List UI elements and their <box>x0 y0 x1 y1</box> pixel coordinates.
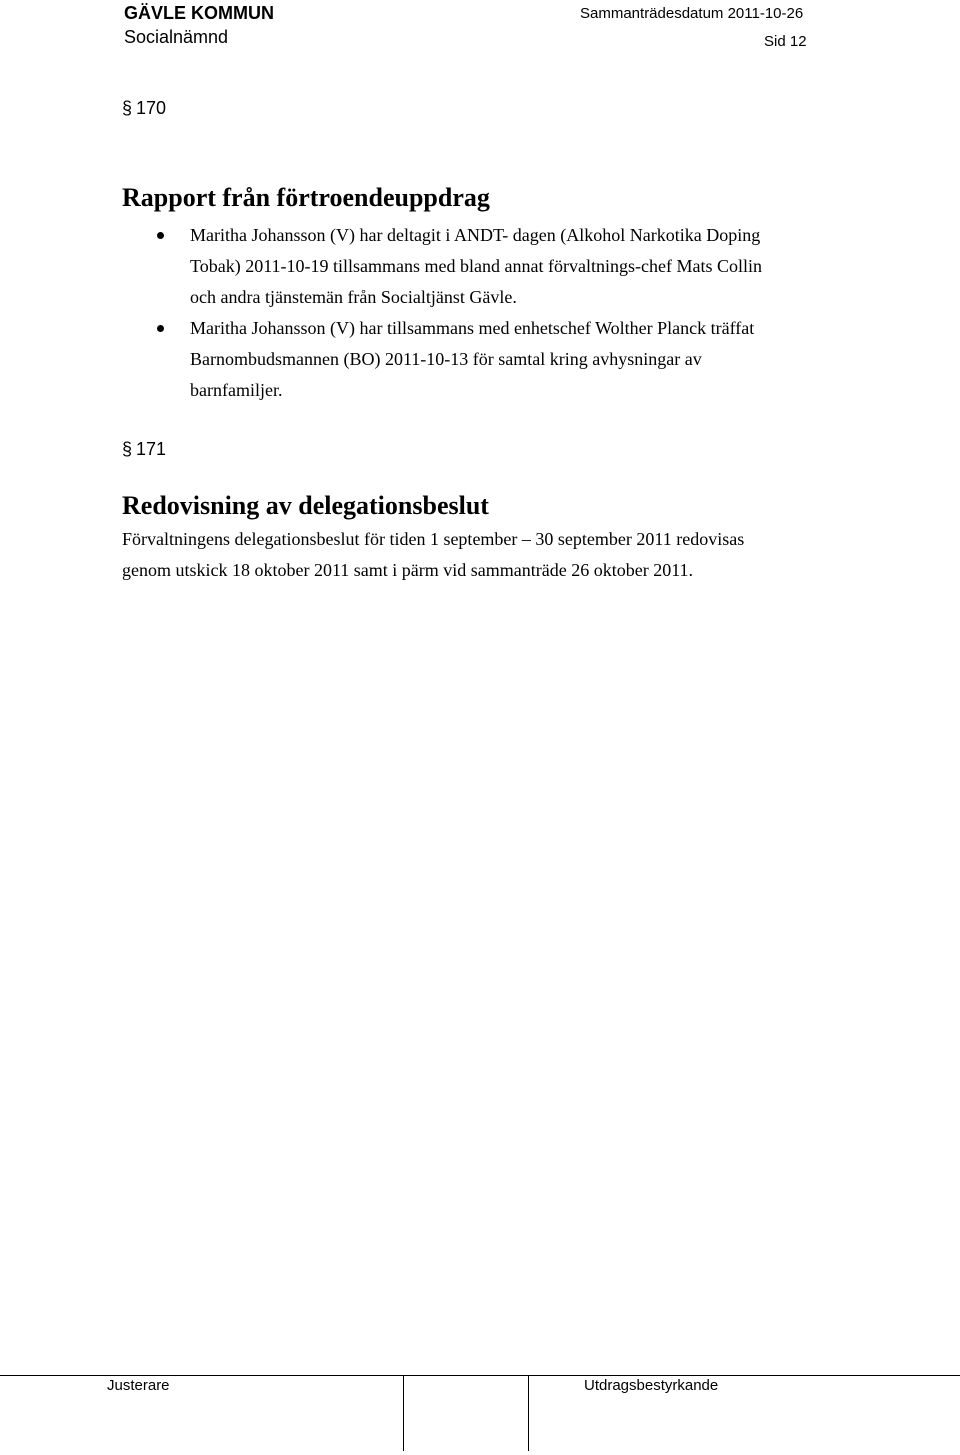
list-item-text: Maritha Johansson (V) har tillsammans med enhetschef Wolther Planck träffat Barnombudsmannen (BO) 2011-10-13 för samtal kring avhysningar av barnfamiljer. <box>190 318 755 400</box>
footer-divider <box>403 1375 404 1451</box>
justerare-label: Justerare <box>107 1377 170 1394</box>
page-number: Sid 12 <box>764 33 807 50</box>
section-number-label: 171 <box>136 439 167 459</box>
section-171-body: Förvaltningens delegationsbeslut för tiden 1 september – 30 september 2011 redovisas genom utskick 18 oktober 2011 samt i pärm vid sammanträde 26 oktober 2011. <box>122 529 745 580</box>
meeting-date: Sammanträdesdatum 2011-10-26 <box>580 5 804 22</box>
section-number-label: 170 <box>136 98 167 118</box>
section-171-title: Redovisning av delegationsbeslut <box>122 491 489 520</box>
section-171-number <box>122 438 166 460</box>
footer-rule <box>0 1375 960 1376</box>
report-bullet-list <box>0 220 960 406</box>
paragraph-sign-icon: § <box>122 98 133 118</box>
bullet-icon <box>157 325 164 332</box>
section-170-title: Rapport från förtroendeuppdrag <box>122 183 490 212</box>
section-170-number <box>122 97 166 119</box>
footer-divider <box>528 1375 529 1451</box>
department-name: Socialnämnd <box>124 27 229 47</box>
bullet-icon <box>157 232 164 239</box>
list-item-text: Maritha Johansson (V) har deltagit i ANDT- dagen (Alkohol Narkotika Doping Tobak) 2011-10-19 tillsammans med bland annat förvaltnings-chef Mats Collin och andra tjänstemän från Socialtjänst Gävle. <box>190 225 762 307</box>
paragraph-sign-icon: § <box>122 439 133 459</box>
organization-name: GÄVLE KOMMUN <box>124 3 274 23</box>
list-item <box>0 313 790 406</box>
list-item <box>0 220 790 313</box>
utdragsbestyrkande-label: Utdragsbestyrkande <box>584 1377 719 1394</box>
